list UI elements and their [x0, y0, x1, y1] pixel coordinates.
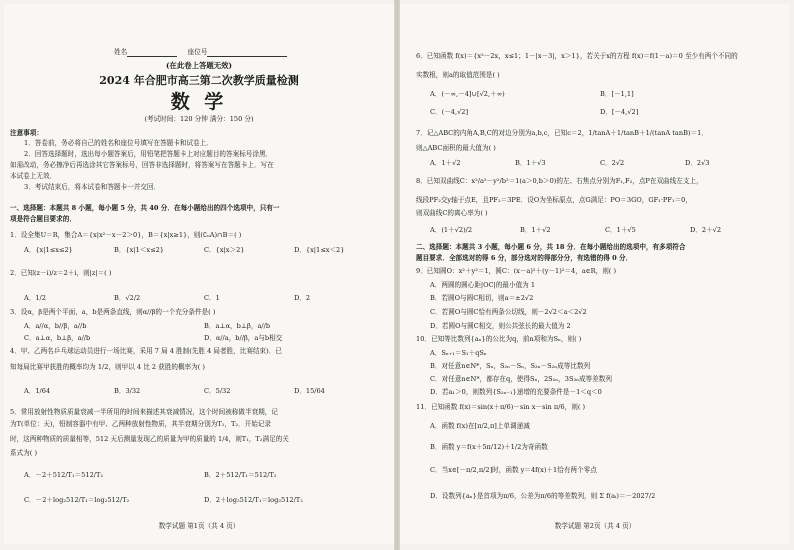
instruction-line: 1．答卷前，务必将自己的姓名和座位号填写在答题卡和试卷上．: [24, 139, 213, 147]
question-3-stem: 3．设α，β是两个平面，a，b是两条直线，则α//β的一个充分条件是( ): [10, 308, 216, 316]
section2-heading-cont: 题目要求．全部选对的得 6 分，部分选对的得部分分，有选错的得 0 分．: [416, 254, 633, 262]
question-11-stem: 11．已知函数 f(x)＝sin(x＋π/6)－sin x－sin π/6，则( ): [416, 403, 586, 411]
question-5-line: 系式为( ): [10, 449, 38, 457]
option-a: A．(－∞,－4]∪[√2,＋∞): [430, 90, 505, 98]
question-7-line: 则△ABC面积的最大值为( ): [416, 144, 496, 152]
instructions-heading: 注意事项：: [10, 129, 43, 137]
exam-page-1: [4, 4, 394, 544]
question-8-line: 8．已知双曲线C：x²/a²－y²/b²＝1(a＞0,b＞0)的左、右焦点分别为F₁,F₂，点P在双曲线左支上，: [416, 177, 703, 185]
question-1-stem: 1．设全集U＝R，集合A＝{x|x²－x－2＞0}，B＝{x|x≥1}，则(∁ᵤA)∩B＝( ): [10, 231, 242, 239]
option-d: D．15/64: [294, 387, 325, 395]
option-b: B．a⊥α，b⊥β，a//b: [204, 322, 271, 330]
seat-label: 座位号: [187, 48, 208, 56]
option-a: A．{x|1≤x≤2}: [24, 246, 73, 254]
question-4-line: 知每局比赛甲获胜的概率均为 1/2，则甲以 4 比 2 获胜的概率为( ): [10, 363, 205, 371]
option-c: C．－2＋log₂512/T₁＝log₂512/T₂: [24, 496, 130, 504]
section1-heading-cont: 项是符合题目要求的．: [10, 215, 76, 223]
option-b: B．2＋512/T₁＝512/T₂: [204, 471, 277, 479]
instruction-line: 2．回答选择题时，选出每小题答案后，用铅笔把答题卡上对应题目的答案标号涂黑．: [24, 150, 273, 158]
option-c: C．{x|x＞2}: [204, 246, 245, 254]
question-6-line: 6．已知函数 f(x)＝{x²－2x，x≤1；1－|x－3|，x＞1}，若关于x的方程 f(x)＝f(1－a)＝0 至少有两个不同的: [416, 52, 738, 60]
option-b: B．√2/2: [114, 294, 141, 302]
option-a: A．1/64: [24, 387, 51, 395]
option-c: C．当x∈[－π/2,π/2]时，函数 y＝4f(x)＋1恰有两个零点: [430, 466, 597, 474]
question-8-line: 线段PF₂交y轴于点E，且PF₂＝3PE．设O为坐标原点，点G满足：PO＝3GO，GF₁·PF₁＝0，: [416, 196, 692, 204]
option-b: B．若圆O与圆C相切，则a＝±2√2: [430, 294, 534, 302]
question-6-options-ab: [400, 88, 790, 98]
option-a: A．(1＋√2)/2: [430, 226, 473, 234]
question-8-line: 则双曲线C的离心率为( ): [416, 209, 488, 217]
page-1-footer: 数学试题 第1页（共 4 页）: [158, 522, 240, 530]
notice: (在此卷上答题无效): [165, 61, 233, 70]
question-5-line: 5．常用放射性物质质量衰减一半所用的时间来描述其衰减情况，这个时间被称做半衰期，记: [10, 408, 278, 416]
seat-blank: [207, 49, 287, 57]
subject-title: 数 学: [170, 91, 228, 113]
option-a: A．－2＋512/T₁＝512/T₂: [24, 471, 104, 479]
option-a: A．1＋√2: [430, 159, 461, 167]
page-2-footer: 数学试题 第2页（共 4 页）: [554, 522, 636, 530]
option-c: C．1: [204, 294, 220, 302]
option-d: D．[－4,√2]: [600, 108, 639, 116]
option-c: C．1＋√5: [605, 226, 636, 234]
question-5-options-ab: [4, 469, 394, 479]
question-9-stem: 9．已知圆O：x²＋y²＝1，圆C：(x－a)²＋(y－1)²＝4，a∈R，则( ): [416, 267, 617, 275]
name-field: [114, 48, 287, 57]
exam-page-2: [400, 4, 790, 544]
option-d: D．设数列{aₙ}是首项为π/6，公差为π/6的等差数列，则 Σ f(aᵢ)＝－2027/2: [430, 492, 656, 500]
question-6-options-cd: [400, 106, 790, 116]
option-d: D．2＋√2: [690, 226, 722, 234]
question-10-stem: 10．已知等比数列{aₙ}的公比为q，前n项和为Sₙ，则( ): [416, 335, 582, 343]
option-a: A．1/2: [24, 294, 46, 302]
question-3-options-ab: [4, 320, 394, 330]
option-a: A．两圆的圆心距|OC|的最小值为 1: [430, 281, 536, 289]
question-2-stem: 2．已知(z－i)/z＝2＋i，则|z|＝( ): [10, 269, 112, 277]
option-c: C．(－4,√2]: [430, 108, 469, 116]
question-5-line: 为T(单位：天)，铅制容器中有甲、乙两种放射性物质，其半衰期分别为T₁，T₂．开始记录: [10, 420, 271, 428]
question-4-options: [4, 385, 394, 395]
option-c: C．2√2: [600, 159, 625, 167]
option-b: B．1＋√3: [515, 159, 546, 167]
question-5-line: 时，这两种物质的质量相等，512 天后测量发现乙的质量为甲的质量的 1/4，则T₁，T₂满足的关: [10, 435, 289, 443]
name-blank: [127, 49, 177, 57]
question-5-options-cd: [4, 494, 394, 504]
question-6-line: 实数根，则a的取值范围是( ): [416, 71, 500, 79]
question-3-options-cd: [4, 332, 394, 342]
question-2-options: [4, 292, 394, 302]
question-4-line: 4．甲、乙两名乒乓球运动员进行一场比赛，采用 7 局 4 胜制(先胜 4 局者胜，比赛结束)．已: [10, 347, 282, 355]
exam-info: (考试时间：120 分钟 满分：150 分): [144, 115, 254, 123]
exam-title: 2024 年合肥市高三第二次教学质量检测: [99, 74, 299, 87]
option-b: B．{x|1＜x≤2}: [114, 246, 164, 254]
option-b: B．[－1,1]: [600, 90, 634, 98]
option-d: D．2＋log₂512/T₁＝log₂512/T₂: [204, 496, 303, 504]
option-d: D．若a₁＞0，则数列{S₂ₙ₋₁}递增的充要条件是－1＜q＜0: [430, 388, 602, 396]
question-8-options: [400, 224, 790, 234]
section2-heading: 二、选择题：本题共 3 小题，每小题 6 分，共 18 分．在每小题给出的选项中，有多项符合: [416, 243, 686, 251]
name-label: 姓名: [114, 48, 128, 56]
option-b: B．1＋√2: [520, 226, 551, 234]
option-c: C．若圆O与圆C恰有两条公切线，则－2√2＜a＜2√2: [430, 308, 587, 316]
option-d: D．{x|1≤x＜2}: [294, 246, 345, 254]
option-a: A．函数 f(x)在[π/2,π]上单调递减: [430, 422, 530, 430]
question-7-options: [400, 157, 790, 167]
question-7-line: 7．记△ABC的内角A,B,C的对边分别为a,b,c，已知c＝2，1/tanA＋1/tanB＋1/(tanA tanB)＝1．: [416, 129, 708, 137]
option-b: B．对任意n∈N*，Sₙ，S₂ₙ－Sₙ，S₃ₙ－S₂ₙ成等比数列: [430, 362, 591, 370]
option-c: C．对任意n∈N*，都存在q，使得Sₙ，2S₂ₙ，3S₃ₙ成等差数列: [430, 375, 612, 383]
question-1-options: [4, 244, 394, 254]
option-d: D．2: [294, 294, 311, 302]
instruction-line: 3．考试结束后，将本试卷和答题卡一并交回．: [24, 183, 161, 191]
instruction-line: 本试卷上无效．: [10, 172, 57, 180]
option-a: A．a//α，b//β，a//b: [24, 322, 87, 330]
instruction-line: 如需改动，务必擦净后再选涂其它答案标号，回答非选择题时，将答案写在答题卡上．写在: [10, 161, 274, 169]
option-b: B．函数 y＝f(x＋5π/12)＋1/2为奇函数: [430, 443, 548, 451]
option-d: D．α//a，b//β，a与b相交: [204, 334, 283, 342]
option-d: D．若圆O与圆C相交，则公共弦长的最大值为 2: [430, 322, 571, 330]
option-d: D．2√3: [685, 159, 710, 167]
option-b: B．3/32: [114, 387, 141, 395]
option-c: C．a⊥α，b⊥β，a//b: [24, 334, 91, 342]
section1-heading: 一、选择题：本题共 8 小题，每小题 5 分，共 40 分．在每小题给出的四个选项中，只有一: [10, 204, 280, 212]
option-c: C．5/32: [204, 387, 231, 395]
option-a: A．Sₙ₊₁＝S₁＋qSₙ: [430, 349, 487, 357]
